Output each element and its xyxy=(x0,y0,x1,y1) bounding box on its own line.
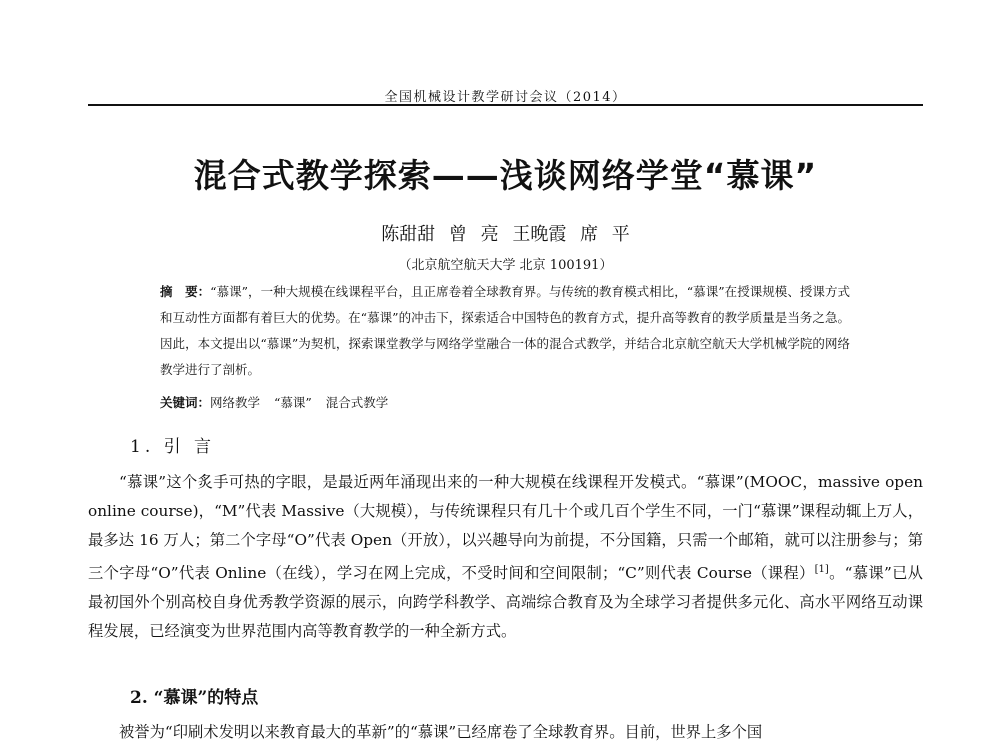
keywords xyxy=(160,393,850,411)
citation-1: [1] xyxy=(814,564,829,575)
abstract-label: 摘 要： xyxy=(160,284,211,299)
keywords-label: 关键词： xyxy=(160,395,211,410)
running-header: 全国机械设计教学研讨会议（2014） xyxy=(384,90,627,105)
section-1-body xyxy=(88,468,923,646)
section-2-body: 被誉为“印刷术发明以来教育最大的革新”的“慕课”已经席卷了全球教育界。目前，世界上多个国 xyxy=(119,723,763,741)
header-rule xyxy=(88,104,923,106)
section-1-body-main: “慕课”这个炙手可热的字眼，是最近两年涌现出来的一种大规模在线课程开发模式。“慕课”(MOOC，massive open online course)，“M”代表 Massive（大规模），与传统课程只有几十个或几百个学生不同，一门“慕课”课程动辄上万人，最多达 16 万人；第二个字母“O”代表 Open（开放），以兴趣导向为前提，不分国籍，只需一个邮箱，就可以注册参与；第三个字母“O”代表 Online（在线），学习在网上完成，不受时间和空间限制；“C”则代表 Course（课程） xyxy=(88,473,923,583)
section-1-heading: 1. 引 言 xyxy=(130,437,216,457)
section-1-body-tail: 。“慕课”已从最初国外个别高校自身优秀教学资源的展示，向跨学科教学、高端综合教育及为全球学习者提供多元化、高水平网络互动课程发展，已经演变为世界范围内高等教育教学的一种全新方式。 xyxy=(88,564,923,641)
paper-affiliation: （北京航空航天大学 北京 100191） xyxy=(398,258,613,273)
paper-authors: 陈甜甜 曾 亮 王晚霞 席 平 xyxy=(381,224,630,245)
abstract-text: “慕课”，一种大规模在线课程平台，且正席卷着全球教育界。与传统的教育模式相比，“慕课”在授课规模、授课方式和互动性方面都有着巨大的优势。在“慕课”的冲击下，探索适合中国特色的教育方式，提升高等教育的教学质量是当务之急。因此，本文提出以“慕课”为契机，探索课堂教学与网络学堂融合一体的混合式教学，并结合北京航空航天大学机械学院的网络教学进行了剖析。 xyxy=(160,284,850,377)
section-2-heading: 2. “慕课”的特点 xyxy=(130,688,259,708)
keywords-text: 网络教学 “慕课” 混合式教学 xyxy=(210,395,389,410)
paper-title: 混合式教学探索——浅谈网络学堂“慕课” xyxy=(193,156,818,195)
abstract xyxy=(160,279,850,383)
